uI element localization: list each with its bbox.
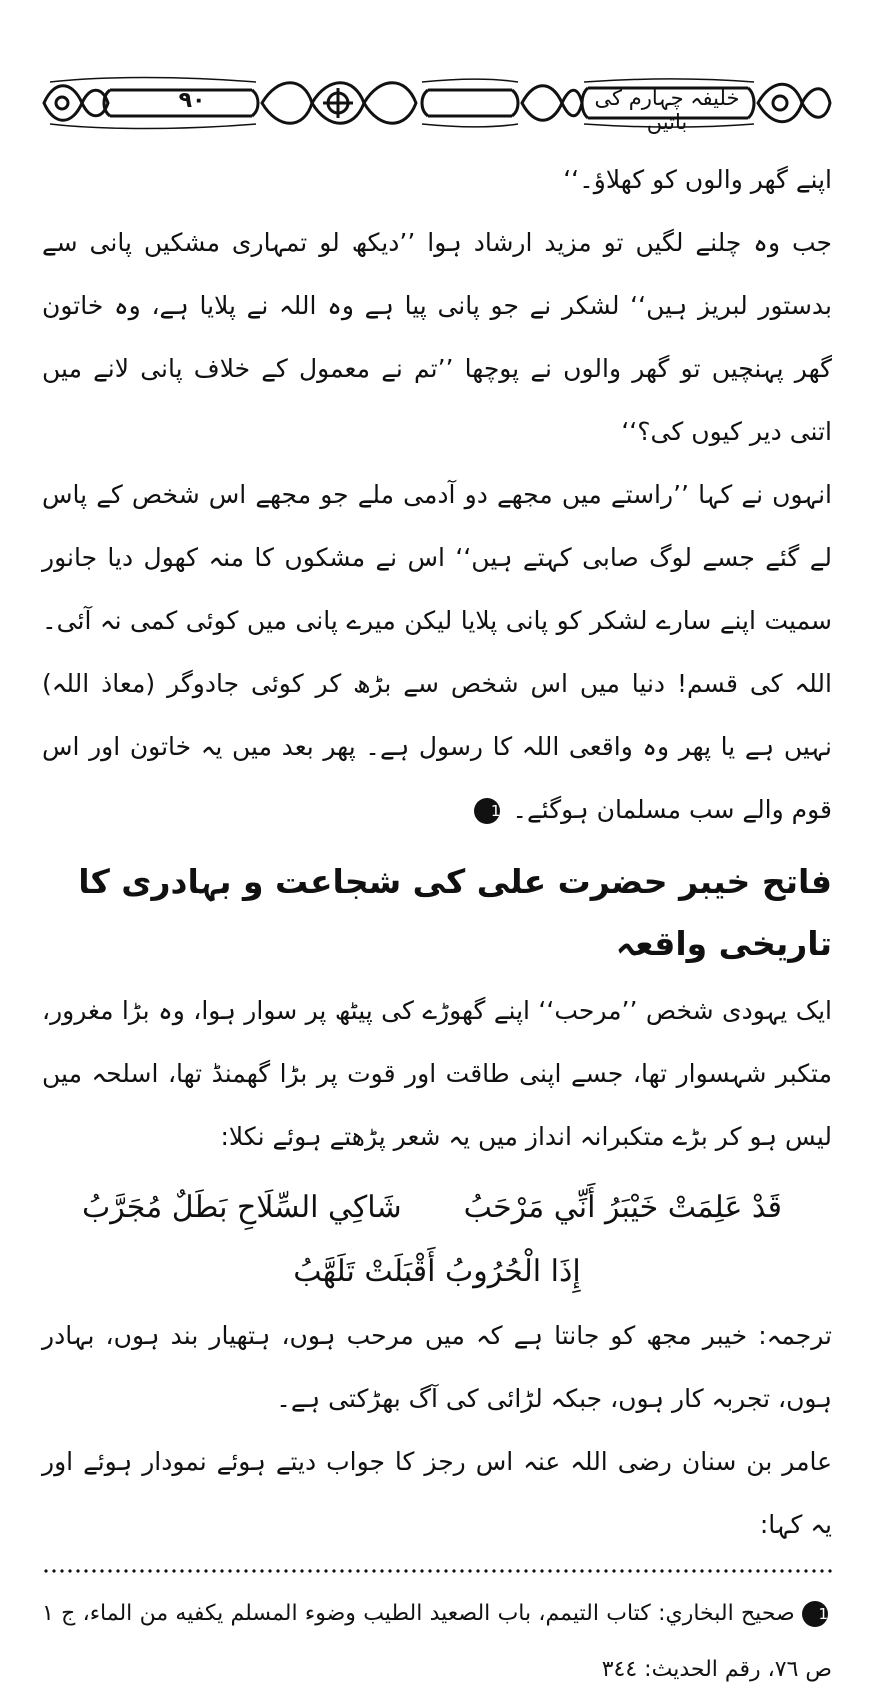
translation: ترجمہ: خیبر مجھ کو جانتا ہے کہ میں مرحب ہوں، ہتھیار بند ہوں، بہادر ہوں، تجربہ کار ہوں، جبکہ لڑائی کی آگ بھڑکتی ہے۔ bbox=[42, 1321, 832, 1413]
running-title: خلیفہ چہارم کی باتیں bbox=[594, 86, 740, 134]
footnote-divider bbox=[42, 1568, 832, 1574]
paragraph-1: اپنے گھر والوں کو کھلاؤ۔‘‘ bbox=[563, 165, 832, 194]
poem-hemistich-right: قَدْ عَلِمَتْ خَيْبَرُ أَنِّي مَرْحَبُ bbox=[463, 1190, 782, 1225]
section-heading: فاتح خیبر حضرت علی کی شجاعت و بہادری کا تاریخی واقعہ bbox=[78, 862, 832, 963]
paragraph-3 bbox=[42, 463, 832, 841]
paragraph-2: جب وہ چلنے لگیں تو مزید ارشاد ہوا ’’دیکھ لو تمہاری مشکیں پانی سے بدستور لبریز ہیں‘‘ لشکر نے جو پانی پیا ہے وہ اللہ نے پلایا ہے، وہ خاتون گھر پہنچیں تو گھر والوں نے پوچھا ’’تم نے معمول کے خلاف پانی لانے میں اتنی دیر کیوں کی؟‘‘ bbox=[42, 228, 832, 446]
page-header bbox=[42, 72, 832, 134]
paragraph-3-text: انہوں نے کہا ’’راستے میں مجھے دو آدمی ملے جو مجھے اس شخص کے پاس لے گئے جسے لوگ صابی کہتے ہیں‘‘ اس نے مشکوں کا منہ کھول دیا جانور سمیت اپنے سارے لشکر کو پانی پلایا لیکن میرے پانی میں کوئی کمی نہ آئی۔ اللہ کی قسم! دنیا میں اس شخص سے بڑھ کر کوئی جادوگر (معاذ اللہ) نہیں ہے یا پھر وہ واقعی اللہ کا رسول ہے۔ پھر بعد میں یہ خاتون اور اس قوم والے سب مسلمان ہوگئے۔ bbox=[42, 480, 832, 824]
page-number: ۹۰ bbox=[178, 88, 206, 113]
footnote-number: 1 bbox=[802, 1601, 828, 1627]
closing-line: عامر بن سنان رضی اللہ عنہ اس رجز کا جواب دیتے ہوئے نمودار ہوئے اور یہ کہا: bbox=[42, 1447, 832, 1539]
page-body bbox=[42, 148, 832, 1698]
poem-line-1 bbox=[42, 1176, 832, 1240]
paragraph-marhab: ایک یہودی شخص ’’مرحب‘‘ اپنے گھوڑے کی پیٹھ پر سوار ہوا، وہ بڑا مغرور، متکبر شہسوار تھا، جسے اپنی طاقت اور قوت پر بڑا گھمنڈ تھا، اسلحہ میں لیس ہو کر بڑے متکبرانہ انداز میں یہ شعر پڑھتے ہوئے نکلا: bbox=[42, 996, 832, 1151]
footnote bbox=[42, 1586, 832, 1698]
footnote-text: صحيح البخاري: كتاب التيمم، باب الصعيد الطيب وضوء المسلم يكفيه من الماء، ج ١ ص ٧٦، رقم الحديث: ٣٤٤ bbox=[42, 1601, 832, 1682]
poem-line-2: إِذَا الْحُرُوبُ أَقْبَلَتْ تَلَهَّبُ bbox=[293, 1254, 581, 1289]
footnote-marker[interactable]: 1 bbox=[474, 798, 500, 824]
poem-hemistich-left: شَاكِي السِّلَاحِ بَطَلٌ مُجَرَّبُ bbox=[82, 1190, 402, 1225]
